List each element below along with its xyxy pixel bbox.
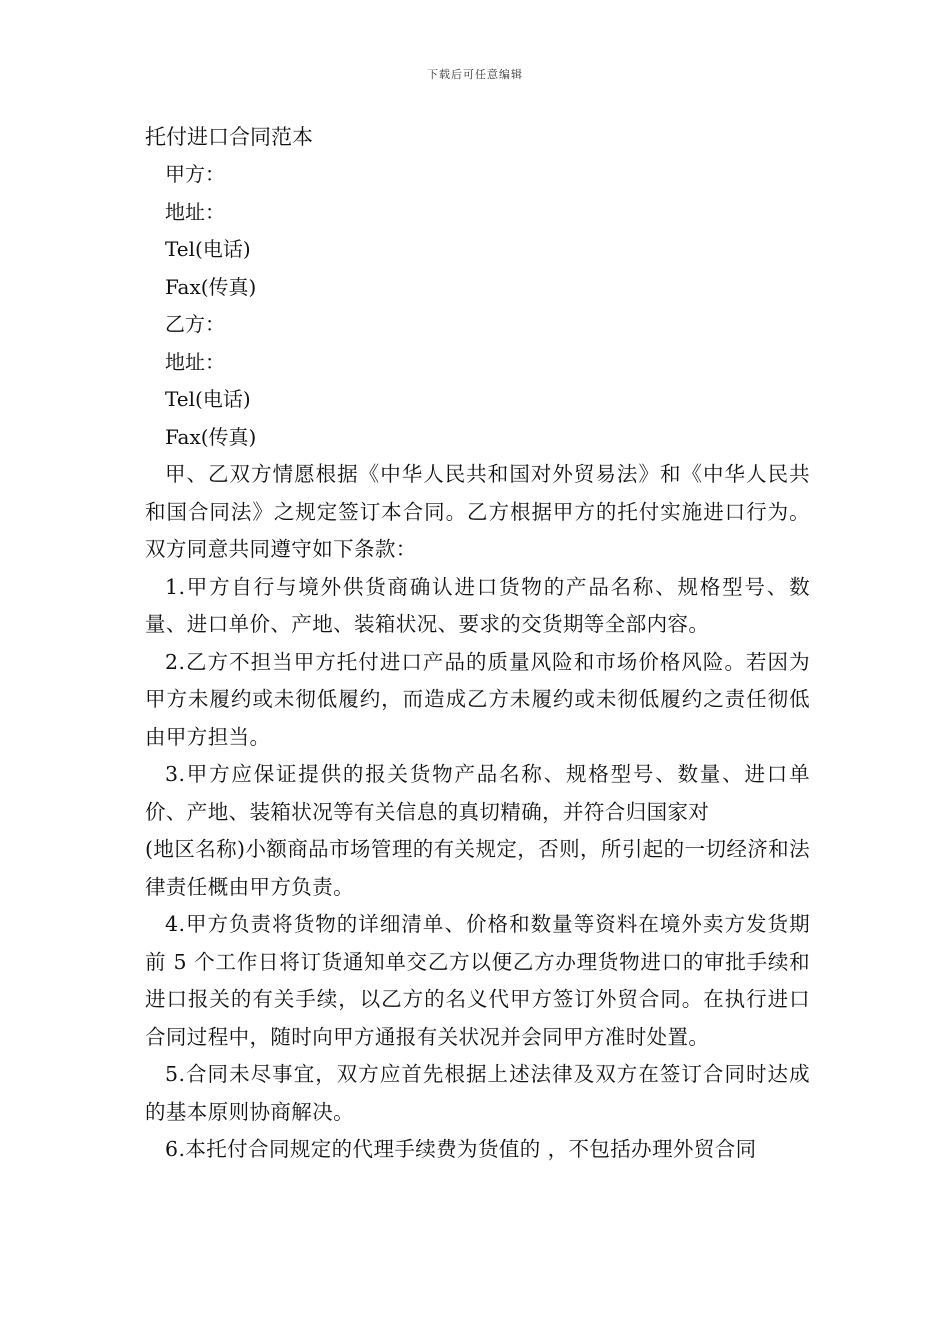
party-b-fax: Fax(传真) xyxy=(165,424,257,449)
party-b-address: 地址： xyxy=(165,349,225,374)
party-b-label: 乙方： xyxy=(165,312,225,336)
party-a-label: 甲方： xyxy=(165,162,225,186)
document-title: 托付进口合同范本 xyxy=(145,125,313,149)
clause-6: 6.本托付合同规定的代理手续费为货值的 ，不包括办理外贸合同 xyxy=(165,1137,757,1161)
clause-3: 3.甲方应保证提供的报关货物产品名称、规格型号、数量、进口单价、产地、装箱状况等有关信息的真切精确，并符合归国家对 xyxy=(145,762,810,824)
page-header-note: 下载后可任意编辑 xyxy=(427,68,523,81)
preamble-paragraph: 甲、乙双方情愿根据《中华人民共和国对外贸易法》和《中华人民共和国合同法》之规定签订本合同。乙方根据甲方的托付实施进口行为。双方同意共同遵守如下条款： xyxy=(145,462,810,561)
clause-2: 2.乙方不担当甲方托付进口产品的质量风险和市场价格风险。若因为甲方未履约或未彻低履约，而造成乙方未履约或未彻低履约之责任彻低由甲方担当。 xyxy=(145,649,810,749)
document-body xyxy=(145,118,810,1169)
clause-4: 4.甲方负责将货物的详细清单、价格和数量等资料在境外卖方发货期前 5 个工作日将订货通知单交乙方以便乙方办理货物进口的审批手续和进口报关的有关手续，以乙方的名义代甲方签订外贸合同。在执行进口合同过程中，随时向甲方通报有关状况并会同甲方准时处置。 xyxy=(145,912,810,1049)
party-b-tel: Tel(电话) xyxy=(165,387,251,411)
clause-3-continued: (地区名称)小额商品市场管理的有关规定，否则，所引起的一切经济和法律责任概由甲方负责。 xyxy=(145,837,810,899)
party-a-fax: Fax(传真) xyxy=(165,274,257,299)
clause-5: 5.合同未尽事宜，双方应首先根据上述法律及双方在签订合同时达成的基本原则协商解决。 xyxy=(145,1062,810,1124)
clause-1: 1.甲方自行与境外供货商确认进口货物的产品名称、规格型号、数量、进口单价、产地、装箱状况、要求的交货期等全部内容。 xyxy=(145,574,810,636)
party-a-address: 地址： xyxy=(165,199,225,224)
party-a-tel: Tel(电话) xyxy=(165,237,251,261)
